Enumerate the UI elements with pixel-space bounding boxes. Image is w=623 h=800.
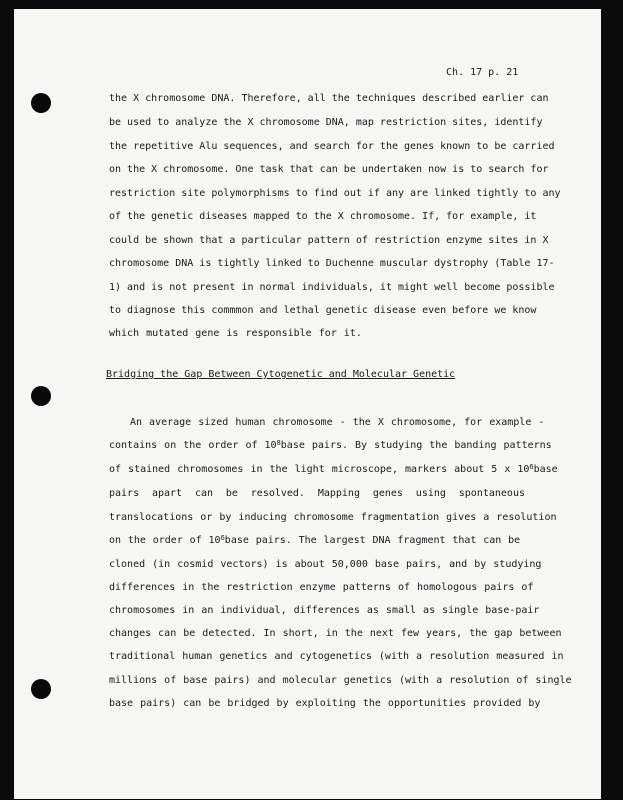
text-line: translocations or by inducing chromosome fragmentation gives a resolution: [109, 512, 557, 523]
text-line: of the genetic diseases mapped to the X chromosome. If, for example, it: [109, 211, 537, 222]
text-line: millions of base pairs) and molecular genetics (with a resolution of single: [109, 675, 572, 686]
text-line: contains on the order of $10^8base$ pairs. By studying the banding patterns: [109, 439, 552, 451]
text-line: be used to analyze the X chromosome DNA, map restriction sites, identify: [109, 117, 543, 128]
text-line: differences in the restriction enzyme patterns of homologous pairs of: [109, 582, 534, 593]
page-header: Ch. 17 p. 21: [446, 67, 519, 78]
punch-hole-middle: [31, 386, 51, 406]
scan-border: [601, 0, 623, 800]
text-line: restriction site polymorphisms to find out if any are linked tightly to any: [109, 188, 561, 199]
text-line: chromosomes in an individual, differences as small as single base-pair: [109, 605, 540, 616]
text-line: An average sized human chromosome - the X chromosome, for example -: [130, 417, 545, 428]
text-line: cloned (in cosmid vectors) is about 50,000 base pairs, and by studying: [109, 559, 542, 570]
text-line: on the X chromosome. One task that can be undertaken now is to search for: [109, 164, 549, 175]
text-line: which mutated gene is responsible for it.: [109, 328, 362, 339]
section-heading: Bridging the Gap Between Cytogenetic and Molecular Genetic: [106, 369, 456, 380]
text-line: pairs apart can be resolved. Mapping genes using spontaneous: [109, 488, 525, 499]
punch-hole-bottom: [31, 679, 51, 699]
text-line: to diagnose this commmon and lethal genetic disease even before we know: [109, 305, 537, 316]
text-line: chromosome DNA is tightly linked to Duchenne muscular dystrophy (Table 17-: [109, 258, 555, 269]
text-line: could be shown that a particular pattern of restriction enzyme sites in X: [109, 235, 549, 246]
text-line: changes can be detected. In short, in the next few years, the gap between: [109, 628, 562, 639]
text-line: base pairs) can be bridged by exploiting the opportunities provided by: [109, 698, 541, 709]
text-line: of stained chromosomes in the light microscope, markers about 5 x $10^6base$: [109, 463, 558, 475]
text-line: the repetitive Alu sequences, and search for the genes known to be carried: [109, 141, 555, 152]
text-line: 1) and is not present in normal individuals, it might well become possible: [109, 282, 555, 293]
text-line: on the order of $10^6base$ pairs. The largest DNA fragment that can be: [109, 534, 521, 546]
text-line: traditional human genetics and cytogenetics (with a resolution measured in: [109, 651, 564, 662]
text-line: the X chromosome DNA. Therefore, all the techniques described earlier can: [109, 93, 549, 104]
punch-hole-top: [31, 93, 51, 113]
